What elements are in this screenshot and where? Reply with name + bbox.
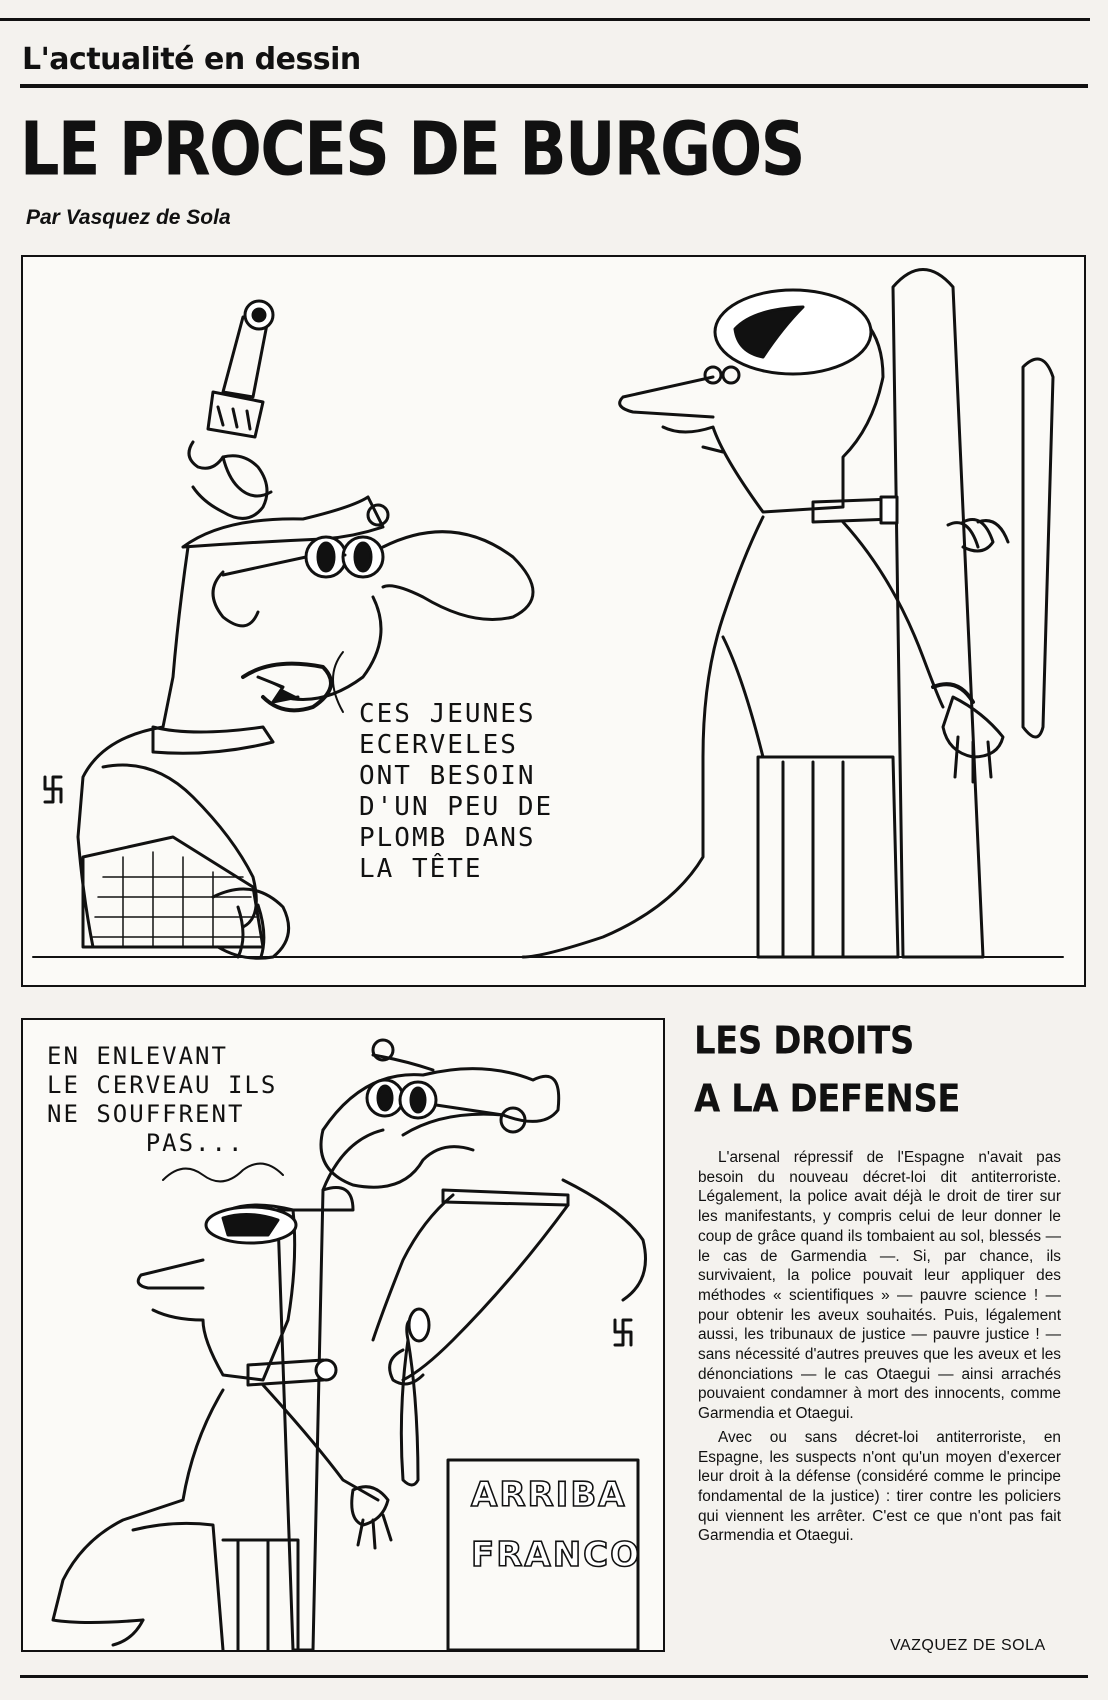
chair-back (893, 270, 983, 958)
cartoon-bottom-speech: EN ENLEVANT LE CERVEAU ILS NE SOUFFRENT PAS... (47, 1042, 278, 1157)
article-title-line2: A LA DEFENSE (694, 1076, 961, 1122)
article-title-line1: LES DROITS (694, 1018, 914, 1064)
header-rule (20, 84, 1088, 88)
article-paragraph-2: Avec ou sans décret-loi antiterroriste, en Espagne, les suspects n'ont qu'un moyen d'exercer leur droit à la défense (considéré comme le principe fondamental de la justice) : tirer contre les policiers qui viennent les arrêter. C'est ce que n'ont pas fait Garmendia et Otaegui. (698, 1428, 1061, 1545)
byline: Par Vasquez de Sola (26, 206, 231, 229)
top-rule (0, 18, 1090, 21)
cartoon-top-speech: CES JEUNES ECERVELES ONT BESOIN D'UN PEU DE PLOMB DANS LA TÊTE (359, 699, 554, 884)
article-signature: VAZQUEZ DE SOLA (890, 1637, 1046, 1654)
cartoon-top-panel (21, 255, 1086, 987)
headline: LE PROCES DE BURGOS (20, 104, 804, 193)
sign-text-arriba: ARRIBA (471, 1475, 627, 1515)
sign-text-franco: FRANCO (471, 1535, 642, 1575)
article-paragraph-1: L'arsenal répressif de l'Espagne n'avait pas besoin du nouveau décret-loi dit antiterroriste. Légalement, la police avait déjà le droit de tirer sur les manifestants, y compris celui de leur donner le coup de grâce quand ils tombaient au sol, blessés — le cas de Garmendia —. Si, par chance, ils survivaient, la police pouvait leur appliquer des méthodes « scientifiques » — pauvre science ! — pour obtenir les aveux souhaités. Puis, légalement aussi, les tribunaux de justice — pauvre justice ! — sans nécessité d'autres preuves que les aveux et les dénonciations — le cas Otaegui — ainsi arrachés pouvaient condamner à mort des innocents, comme Garmendia et Otaegui. (698, 1149, 1061, 1423)
section-label: L'actualité en dessin (22, 42, 361, 77)
cartoon-bottom-panel (21, 1018, 665, 1652)
article-title (694, 1012, 960, 1128)
cartoon-top-drawing (23, 257, 1084, 985)
bottom-rule (20, 1675, 1088, 1678)
article-body (698, 1148, 1061, 1550)
